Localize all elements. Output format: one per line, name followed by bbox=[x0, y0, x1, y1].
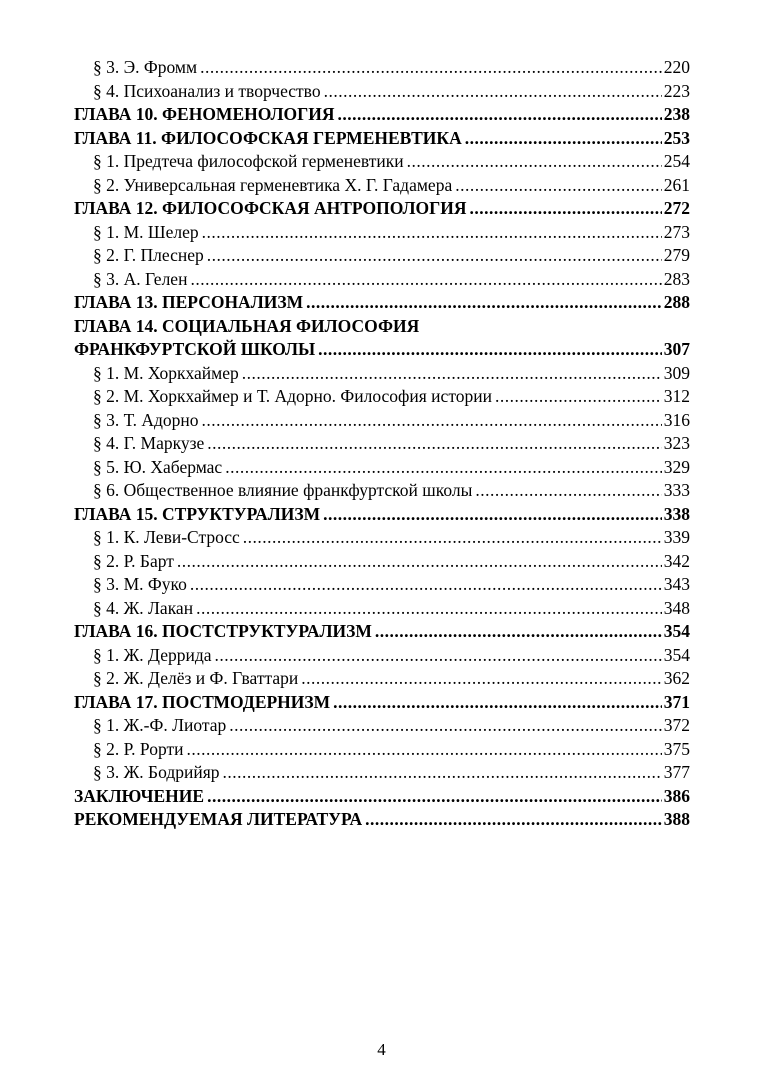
toc-entry-page: 377 bbox=[663, 762, 690, 782]
dot-leader bbox=[242, 362, 662, 386]
toc-section-entry bbox=[74, 456, 690, 480]
toc-entry-title: § 4. Ж. Лакан bbox=[93, 597, 194, 618]
toc-entry-page: 288 bbox=[663, 292, 690, 312]
toc-entry-title: ГЛАВА 12. ФИЛОСОФСКАЯ АНТРОПОЛОГИЯ bbox=[74, 198, 467, 218]
dot-leader bbox=[243, 526, 662, 550]
toc-chapter-entry bbox=[74, 503, 690, 527]
toc-chapter-entry bbox=[74, 127, 690, 151]
toc-section-entry bbox=[74, 385, 690, 409]
toc-entry-page: 333 bbox=[663, 480, 690, 500]
dot-leader bbox=[475, 479, 661, 503]
dot-leader bbox=[215, 644, 662, 668]
toc-entry-title: § 2. Ж. Делёз и Ф. Гваттари bbox=[93, 668, 299, 688]
toc-section-entry bbox=[74, 221, 690, 245]
dot-leader bbox=[407, 150, 662, 174]
toc-entry-title: РЕКОМЕНДУЕМАЯ ЛИТЕРАТУРА bbox=[74, 809, 363, 829]
toc-entry-page: 253 bbox=[663, 127, 690, 148]
toc-section-entry bbox=[74, 174, 690, 198]
toc-section-entry bbox=[74, 644, 690, 668]
toc-entry-title: § 1. К. Леви-Стросс bbox=[93, 527, 240, 547]
toc-entry-page: 223 bbox=[663, 80, 690, 101]
toc-entry-title: § 6. Общественное влияние франкфуртской школы bbox=[93, 480, 473, 500]
dot-leader bbox=[201, 409, 661, 433]
toc-entry-page: 338 bbox=[663, 503, 690, 524]
dot-leader bbox=[225, 456, 662, 480]
toc-entry-title: § 4. Психоанализ и творчество bbox=[93, 80, 321, 101]
toc-entry-title: ГЛАВА 17. ПОСТМОДЕРНИЗМ bbox=[74, 691, 331, 712]
dot-leader bbox=[338, 103, 662, 127]
dot-leader bbox=[365, 808, 662, 832]
toc-chapter-entry bbox=[74, 338, 690, 362]
toc-entry-title: § 1. М. Хоркхаймер bbox=[93, 362, 239, 383]
dot-leader bbox=[455, 174, 662, 198]
dot-leader bbox=[323, 503, 662, 527]
toc-chapter-entry bbox=[74, 691, 690, 715]
dot-leader bbox=[306, 291, 662, 315]
toc-entry-page: 307 bbox=[663, 339, 690, 359]
toc-entry-page: 342 bbox=[663, 550, 690, 571]
toc-section-entry bbox=[74, 526, 690, 550]
toc-chapter-entry bbox=[74, 291, 690, 315]
toc-entry-page: 279 bbox=[663, 245, 690, 265]
dot-leader bbox=[202, 221, 662, 245]
toc-entry-page: 220 bbox=[663, 57, 690, 77]
toc-section-entry bbox=[74, 362, 690, 386]
toc-entry-title: ЗАКЛЮЧЕНИЕ bbox=[74, 785, 205, 806]
toc-entry-title: § 1. Предтеча философской герменевтики bbox=[93, 151, 404, 171]
toc-entry-page: 375 bbox=[663, 738, 690, 759]
toc-entry-page: 329 bbox=[663, 456, 690, 477]
dot-leader bbox=[465, 127, 662, 151]
dot-leader bbox=[207, 244, 662, 268]
dot-leader bbox=[470, 197, 662, 221]
toc-entry-title: § 3. Ж. Бодрийяр bbox=[93, 762, 220, 782]
toc-entry-title: ГЛАВА 13. ПЕРСОНАЛИЗМ bbox=[74, 292, 304, 312]
dot-leader bbox=[207, 785, 662, 809]
toc-entry-page: 386 bbox=[663, 785, 690, 806]
toc-chapter-entry bbox=[74, 620, 690, 644]
toc-entry-title: § 2. Универсальная герменевтика Х. Г. Гадамера bbox=[93, 174, 453, 195]
toc-section-entry bbox=[74, 56, 690, 80]
toc-entry-title: § 2. Р. Барт bbox=[93, 550, 174, 571]
toc-entry-title: § 2. М. Хоркхаймер и Т. Адорно. Философия истории bbox=[93, 386, 492, 406]
dot-leader bbox=[200, 56, 662, 80]
toc-entry-title: ФРАНКФУРТСКОЙ ШКОЛЫ bbox=[74, 339, 316, 359]
toc-section-entry bbox=[74, 761, 690, 785]
toc-entry-page: 339 bbox=[663, 527, 690, 547]
toc-section-entry bbox=[74, 714, 690, 738]
page-number: 4 bbox=[377, 1040, 386, 1059]
toc-entry-title: § 1. Ж.-Ф. Лиотар bbox=[93, 715, 227, 735]
toc-section-entry bbox=[74, 150, 690, 174]
toc-entry-title: § 3. М. Фуко bbox=[93, 574, 187, 594]
dot-leader bbox=[223, 761, 662, 785]
toc-entry-title: § 5. Ю. Хабермас bbox=[93, 456, 223, 477]
toc-chapter-entry bbox=[74, 315, 690, 339]
dot-leader bbox=[177, 550, 662, 574]
toc-entry-page: 272 bbox=[663, 198, 690, 218]
toc-section-entry bbox=[74, 268, 690, 292]
dot-leader bbox=[318, 338, 662, 362]
toc-entry-page: 238 bbox=[663, 104, 690, 124]
toc-entry-page: 354 bbox=[663, 644, 690, 665]
dot-leader bbox=[207, 432, 661, 456]
dot-leader bbox=[301, 667, 661, 691]
toc-entry-page: 388 bbox=[663, 809, 690, 829]
toc-section-entry bbox=[74, 573, 690, 597]
toc-entry-title: § 1. М. Шелер bbox=[93, 221, 199, 242]
toc-section-entry bbox=[74, 80, 690, 104]
dot-leader bbox=[190, 268, 661, 292]
toc-entry-page: 343 bbox=[663, 574, 690, 594]
toc-entry-page: 273 bbox=[663, 221, 690, 242]
toc-chapter-entry bbox=[74, 785, 690, 809]
toc-entry-title: § 2. Р. Рорти bbox=[93, 738, 184, 759]
dot-leader bbox=[229, 714, 662, 738]
toc-entry-page: 312 bbox=[663, 386, 690, 406]
toc-section-entry bbox=[74, 432, 690, 456]
toc-entry-title: ГЛАВА 11. ФИЛОСОФСКАЯ ГЕРМЕНЕВТИКА bbox=[74, 127, 462, 148]
toc-section-entry bbox=[74, 244, 690, 268]
toc-entry-page: 309 bbox=[663, 362, 690, 383]
toc-entry-title: ГЛАВА 14. СОЦИАЛЬНАЯ ФИЛОСОФИЯ bbox=[74, 315, 420, 336]
toc-entry-title: ГЛАВА 10. ФЕНОМЕНОЛОГИЯ bbox=[74, 104, 335, 124]
toc-entry-title: § 3. Т. Адорно bbox=[93, 409, 199, 430]
toc-chapter-entry bbox=[74, 197, 690, 221]
toc-entry-page: 261 bbox=[663, 174, 690, 195]
toc-section-entry bbox=[74, 667, 690, 691]
toc-entry-title: § 4. Г. Маркузе bbox=[93, 433, 205, 453]
toc-entry-page: 354 bbox=[663, 621, 690, 641]
toc-entry-page: 371 bbox=[663, 691, 690, 712]
dot-leader bbox=[190, 573, 662, 597]
toc-chapter-entry bbox=[74, 103, 690, 127]
dot-leader bbox=[187, 738, 662, 762]
toc-section-entry bbox=[74, 550, 690, 574]
dot-leader bbox=[196, 597, 662, 621]
toc-section-entry bbox=[74, 597, 690, 621]
toc-entry-title: ГЛАВА 16. ПОСТСТРУКТУРАЛИЗМ bbox=[74, 621, 372, 641]
toc-entry-page: 283 bbox=[663, 268, 690, 289]
toc-chapter-entry bbox=[74, 808, 690, 832]
table-of-contents bbox=[74, 56, 690, 832]
toc-entry-title: § 2. Г. Плеснер bbox=[93, 245, 204, 265]
dot-leader bbox=[324, 80, 662, 104]
toc-entry-page: 348 bbox=[663, 597, 690, 618]
toc-entry-page: 316 bbox=[663, 409, 690, 430]
toc-section-entry bbox=[74, 409, 690, 433]
toc-entry-title: § 3. Э. Фромм bbox=[93, 57, 198, 77]
toc-entry-title: ГЛАВА 15. СТРУКТУРАЛИЗМ bbox=[74, 503, 321, 524]
toc-section-entry bbox=[74, 738, 690, 762]
toc-entry-page: 254 bbox=[663, 151, 690, 171]
toc-entry-page: 362 bbox=[663, 668, 690, 688]
toc-entry-title: § 1. Ж. Деррида bbox=[93, 644, 212, 665]
toc-entry-title: § 3. А. Гелен bbox=[93, 268, 188, 289]
dot-leader bbox=[333, 691, 662, 715]
toc-entry-page: 372 bbox=[663, 715, 690, 735]
dot-leader bbox=[495, 385, 662, 409]
dot-leader bbox=[375, 620, 662, 644]
toc-section-entry bbox=[74, 479, 690, 503]
toc-entry-page: 323 bbox=[663, 433, 690, 453]
